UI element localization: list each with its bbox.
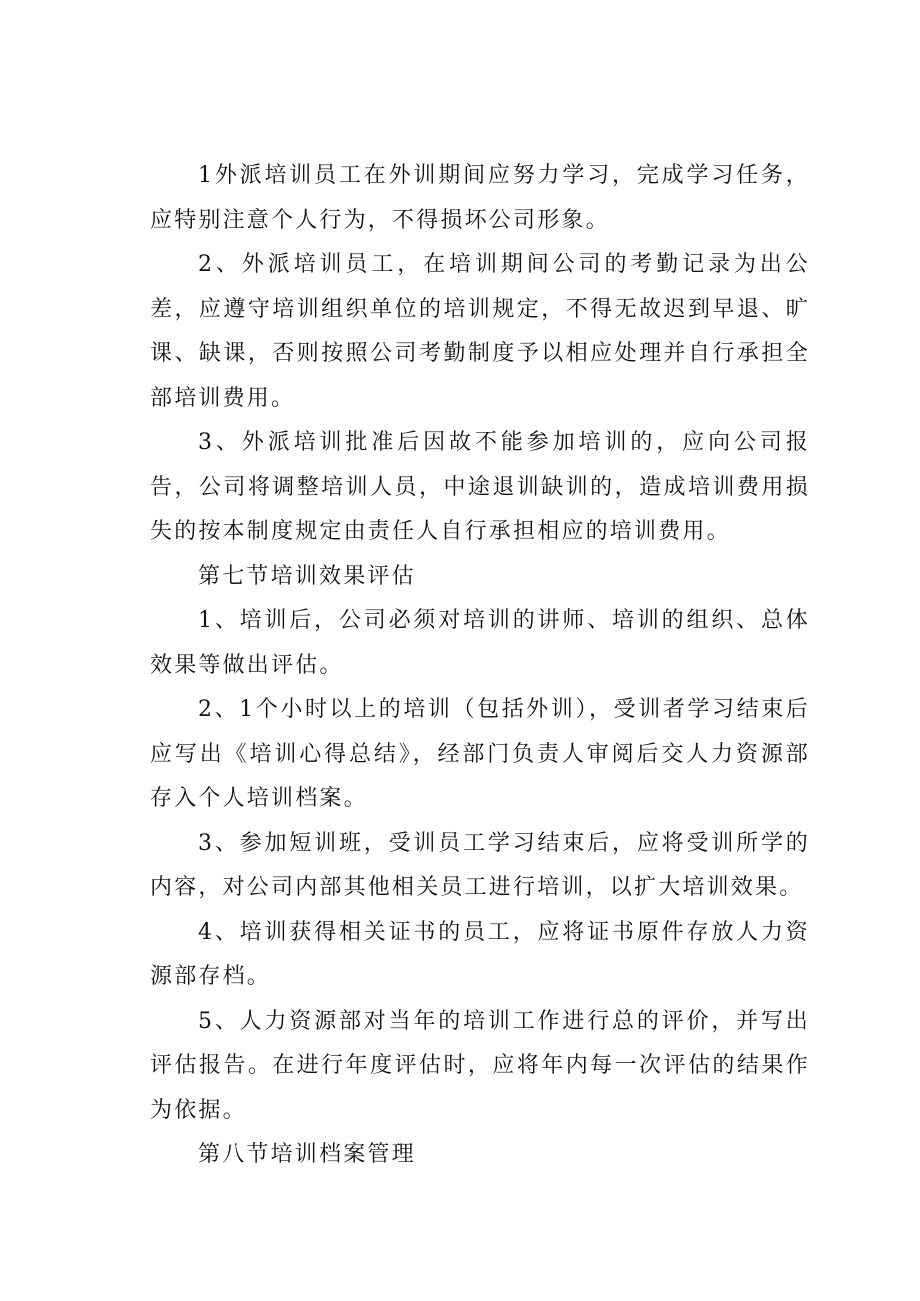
- section-heading-8: 第八节培训档案管理: [198, 1142, 416, 1167]
- paragraph-5: 2、1个小时以上的培训（包括外训），受训者学习结束后应写出《培训心得总结》，经部门负责人审阅后交人力资源部存入个人培训档案。: [150, 697, 810, 811]
- paragraph-1: 1外派培训员工在外训期间应努力学习，完成学习任务，应特别注意个人行为，不得损坏公司形象。: [150, 163, 810, 233]
- document-page: [150, 154, 810, 1178]
- paragraph-7: 4、培训获得相关证书的员工，应将证书原件存放人力资源部存档。: [150, 919, 810, 989]
- paragraph-4: 1、培训后，公司必须对培训的讲师、培训的组织、总体效果等做出评估。: [150, 608, 810, 678]
- paragraph-8: 5、人力资源部对当年的培训工作进行总的评价，并写出评估报告。在进行年度评估时，应将年内每一次评估的结果作为依据。: [150, 1008, 810, 1123]
- paragraph-6: 3、参加短训班，受训员工学习结束后，应将受训所学的内容，对公司内部其他相关员工进行培训，以扩大培训效果。: [150, 830, 810, 900]
- section-heading-7: 第七节培训效果评估: [198, 563, 416, 589]
- paragraph-3: 3、外派培训批准后因故不能参加培训的，应向公司报告，公司将调整培训人员，中途退训缺训的，造成培训费用损失的按本制度规定由责任人自行承担相应的培训费用。: [150, 430, 810, 544]
- paragraph-2: 2、外派培训员工，在培训期间公司的考勤记录为出公差，应遵守培训组织单位的培训规定，不得无故迟到早退、旷课、缺课，否则按照公司考勤制度予以相应处理并自行承担全部培训费用。: [150, 252, 810, 411]
